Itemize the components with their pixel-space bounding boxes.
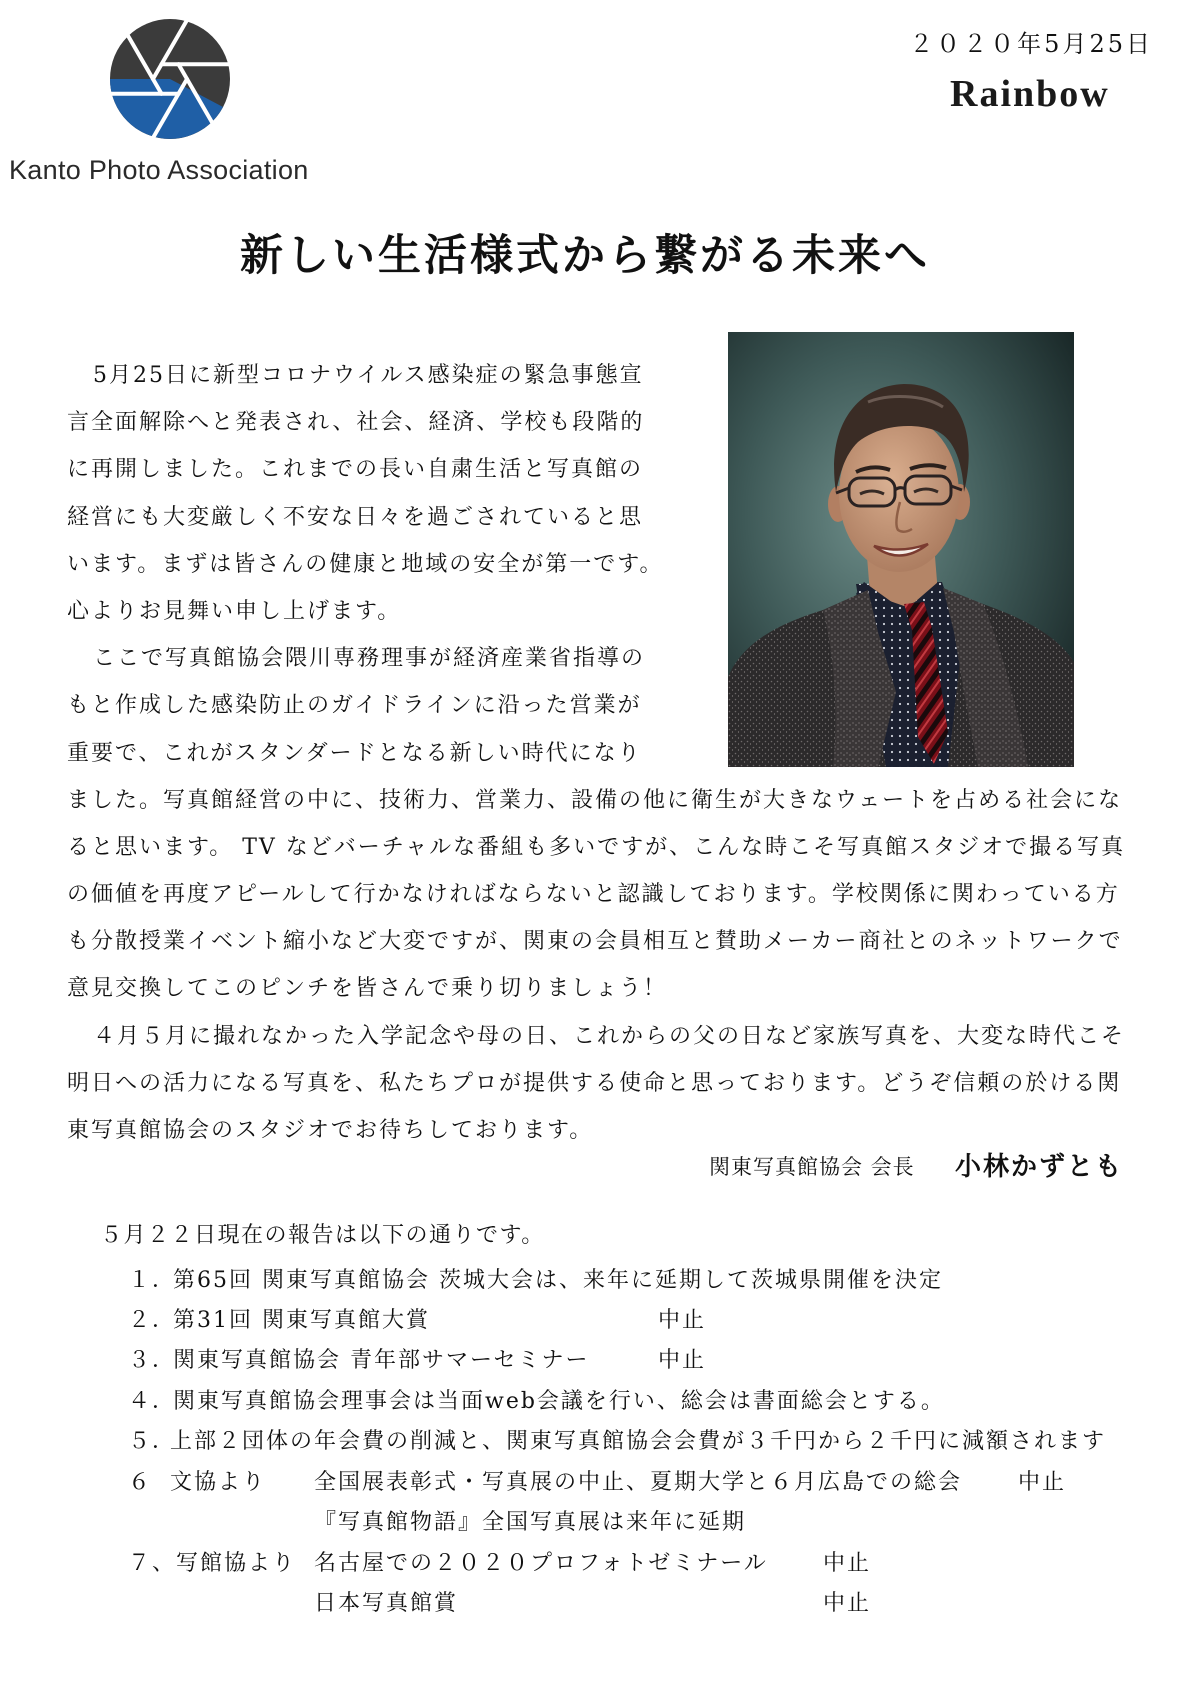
item-text: 第65回 関東写真館協会 茨城大会は、来年に延期して茨城県開催を決定 [173, 1268, 943, 1293]
body-line: 経営にも大変厳しく不安な日々を過ごされていると思 [67, 504, 644, 530]
paragraph [67, 1013, 1125, 1155]
item-source: 文協より [170, 1470, 267, 1495]
body-line: 意見交換してこのピンチを皆さんで乗り切りましょう！ [67, 976, 668, 1002]
item-status: 中止 [823, 1551, 872, 1576]
item-status: 中止 [823, 1591, 872, 1616]
item-status: 中止 [1018, 1470, 1067, 1495]
page-title: 新しい生活様式から繋がる未来へ [240, 231, 930, 281]
item-label [128, 1552, 296, 1576]
issue-date: ２０２０年5月25日 [909, 30, 1153, 58]
report-item-continuation [0, 1592, 1191, 1616]
body-line: ると思います。 TV などバーチャルな番組も多いですが、こんな時こそ写真館スタジオで撮る写真 [67, 834, 1126, 860]
item-number: ２． [128, 1308, 177, 1333]
item-number: ４． [128, 1389, 177, 1414]
report-item [0, 1349, 1191, 1373]
item-status: 中止 [658, 1348, 707, 1373]
report-item [0, 1269, 1191, 1293]
logo-text: Kanto Photo Association [9, 155, 309, 185]
body-line: 東写真館協会のスタジオでお待ちしております。 [67, 1118, 594, 1143]
signature-title: 関東写真館協会 会長 [709, 1155, 915, 1179]
report-item [0, 1390, 1191, 1414]
camera-aperture-logo-icon [108, 17, 232, 141]
paragraph [67, 352, 1125, 635]
signature-name: 小林かずとも [955, 1152, 1124, 1182]
paragraph [67, 635, 1125, 1013]
body-line: います。まずは皆さんの健康と地域の安全が第一です。 [67, 551, 664, 577]
body-line: に再開しました。これまでの長い自粛生活と写真館の [67, 457, 644, 483]
body-line: ここで写真館協会隈川専務理事が経済産業省指導の [93, 646, 646, 672]
body-line: もと作成した感染防止のガイドラインに沿った営業が [67, 693, 642, 719]
item-source: 写館協より [176, 1551, 297, 1576]
item-number: ５． [128, 1429, 177, 1454]
item-text: 名古屋での２０２０プロフォトゼミナール [314, 1551, 768, 1576]
body-line: 重要で、これがスタンダードとなる新しい時代になり [67, 740, 642, 766]
publication-name: Rainbow [950, 73, 1110, 115]
item-number: ３． [128, 1348, 177, 1373]
item-text: 日本写真館賞 [314, 1591, 459, 1616]
body-line: も分散授業イベント縮小など大変ですが、関東の会員相互と賛助メーカー商社とのネットワークで [67, 929, 1123, 955]
report-heading: ５月２２日現在の報告は以下の通りです。 [100, 1223, 545, 1248]
item-text: 関東写真館協会 青年部サマーセミナー [173, 1348, 590, 1373]
body-line: の価値を再度アピールして行かなければならないと認識しております。学校関係に関わっている方 [67, 882, 1120, 908]
body-text [67, 352, 1125, 1154]
item-number: １． [128, 1268, 177, 1293]
report-item [0, 1309, 1191, 1333]
body-line: 5月25日に新型コロナウイルス感染症の緊急事態宣 [93, 363, 644, 388]
report-item-continuation [0, 1511, 1191, 1535]
item-text: 『写真館物語』全国写真展は来年に延期 [314, 1510, 747, 1535]
body-line: ４月５月に撮れなかった入学記念や母の日、これからの父の日など家族写真を、大変な時代こそ [93, 1023, 1126, 1049]
item-status: 中止 [658, 1308, 707, 1333]
body-line: 言全面解除へと発表され、社会、経済、学校も段階的 [67, 410, 645, 436]
report-item [0, 1552, 1191, 1576]
item-number: ６ [128, 1470, 153, 1495]
item-text: 第31回 関東写真館大賞 [173, 1308, 430, 1333]
body-line: 明日への活力になる写真を、私たちプロが提供する使命と思っております。どうぞ信頼の於ける関 [67, 1070, 1122, 1096]
item-text: 上部２団体の年会費の削減と、関東写真館協会会費が３千円から２千円に減額されます [170, 1429, 1107, 1454]
report-item [0, 1471, 1191, 1495]
report-item [0, 1430, 1191, 1454]
item-text: 関東写真館協会理事会は当面web会議を行い、総会は書面総会とする。 [173, 1389, 945, 1414]
body-line: ました。写真館経営の中に、技術力、営業力、設備の他に衛生が大きなウェートを占める社会にな [67, 787, 1123, 813]
item-number: ７、 [128, 1551, 177, 1576]
body-line: 心よりお見舞い申し上げます。 [67, 598, 402, 624]
item-text: 全国展表彰式・写真展の中止、夏期大学と６月広島での総会 [314, 1470, 963, 1495]
